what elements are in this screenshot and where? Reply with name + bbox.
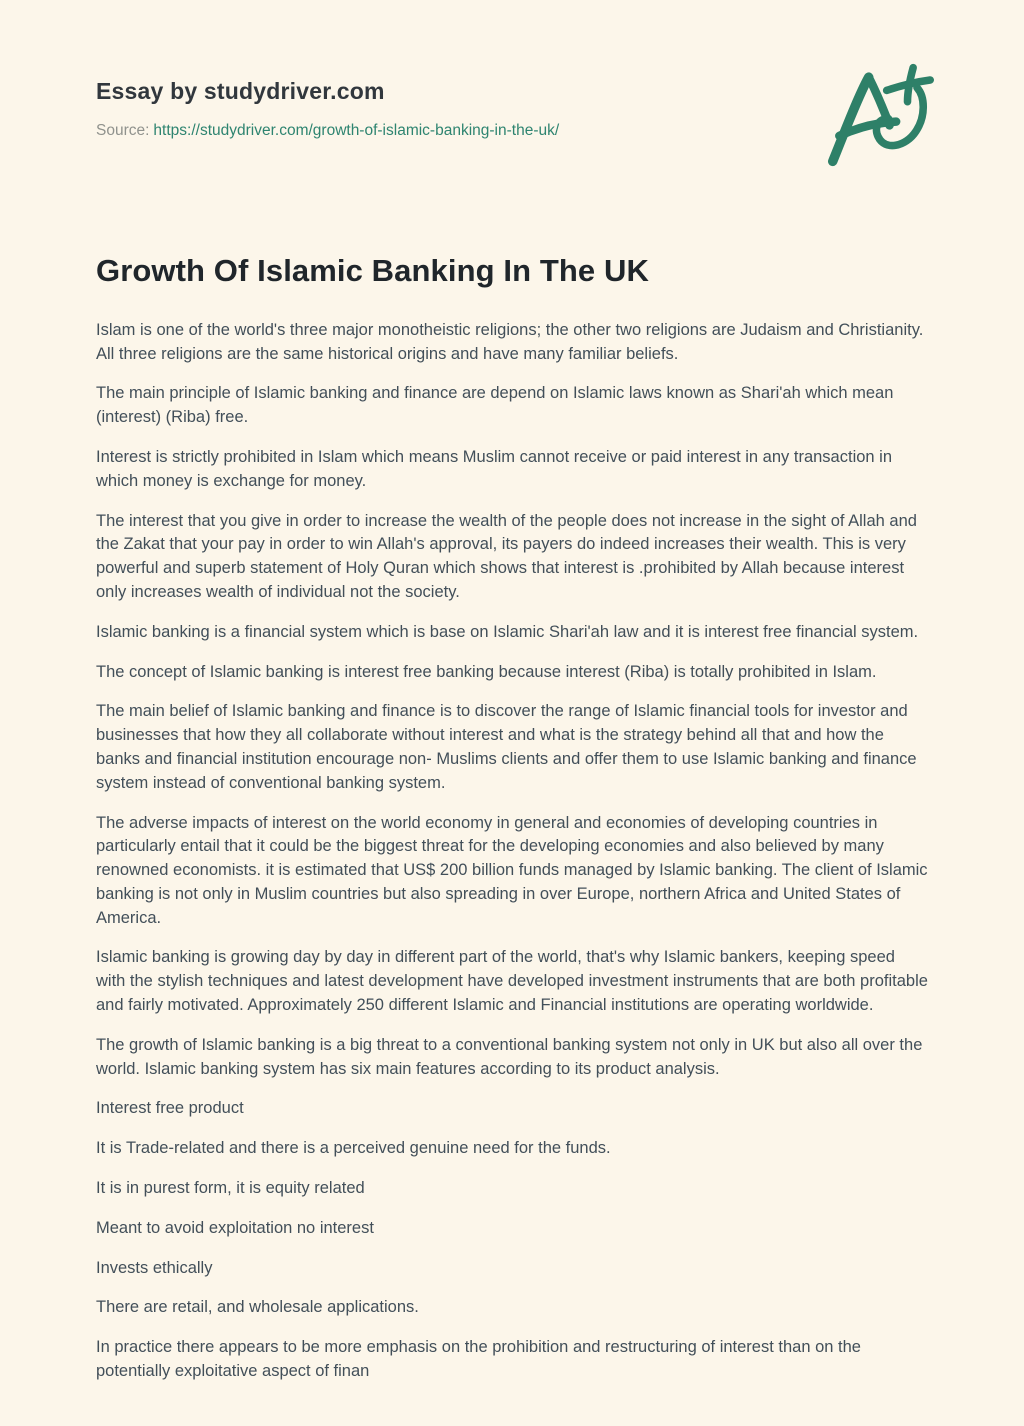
article-paragraph: Islamic banking is growing day by day in different part of the world, that's why Islamic bankers, keeping speed with the stylish techniques and latest development have developed investment instruments that are both profitable and fairly motivated. Approximately 250 different Islamic and Financial institutions are operating worldwide. xyxy=(96,948,928,1015)
article-paragraph: It is Trade-related and there is a perceived genuine need for the funds. xyxy=(96,1139,611,1158)
article-paragraph: The growth of Islamic banking is a big threat to a conventional banking system not only in UK but also all over the world. Islamic banking system has six main features according to its product analysis. xyxy=(96,1035,923,1078)
source-label: Source: xyxy=(96,122,150,139)
studydriver-logo xyxy=(824,62,938,168)
article-body xyxy=(0,319,1024,1384)
article-paragraph: Islamic banking is a financial system which is base on Islamic Shari'ah law and it is interest free financial system. xyxy=(96,622,919,641)
article-paragraph: Meant to avoid exploitation no interest xyxy=(96,1218,374,1237)
article-paragraph: The adverse impacts of interest on the world economy in general and economies of developing countries in particularly entail that it could be the biggest threat for the developing economies and also believed by many renowned economists. it is estimated that US$ 200 billion funds managed by Islamic banking. The client of Islamic banking is not only in Muslim countries but also spreading in over Europe, northern Africa and United States of America. xyxy=(96,813,928,927)
article-paragraph: In practice there appears to be more emphasis on the prohibition and restructuring of interest than on the potentially exploitative aspect of finan xyxy=(96,1338,861,1381)
article-paragraph: The interest that you give in order to increase the wealth of the people does not increase in the sight of Allah and the Zakat that your pay in order to win Allah's approval, its payers do indeed increases their wealth. This is very powerful and superb statement of Holy Quran which shows that interest is .prohibited by Allah because interest only increases wealth of individual not the society. xyxy=(96,511,917,601)
article-paragraph: It is in purest form, it is equity related xyxy=(96,1179,365,1198)
article-paragraph: Interest free product xyxy=(96,1099,244,1118)
source-link[interactable]: https://studydriver.com/growth-of-islamic-banking-in-the-uk/ xyxy=(153,122,560,139)
page-title: Growth Of Islamic Banking In The UK xyxy=(96,253,649,288)
article-paragraph: The main principle of Islamic banking and finance are depend on Islamic laws known as Shari'ah which mean (interest) (Riba) free. xyxy=(96,384,894,427)
document-header xyxy=(0,0,1024,140)
article-paragraph: Interest is strictly prohibited in Islam which means Muslim cannot receive or paid interest in any transaction in which money is exchange for money. xyxy=(96,447,893,490)
a-plus-logo-icon xyxy=(824,62,938,168)
article-paragraph: The main belief of Islamic banking and finance is to discover the range of Islamic financial tools for investor and businesses that how they all collaborate without interest and what is the strategy behind all that and how the banks and financial institution encourage non- Muslims clients and offer them to use Islamic banking and finance system instead of conventional banking system. xyxy=(96,702,917,792)
article-paragraph: Islam is one of the world's three major monotheistic religions; the other two religions are Judaism and Christianity. All three religions are the same historical origins and have many familiar beliefs. xyxy=(96,320,924,363)
article-paragraph: There are retail, and wholesale applications. xyxy=(96,1298,419,1317)
source-line xyxy=(96,122,928,140)
article-paragraph: The concept of Islamic banking is interest free banking because interest (Riba) is totally prohibited in Islam. xyxy=(96,662,877,681)
essay-byline: Essay by studydriver.com xyxy=(96,78,385,104)
article-paragraph: Invests ethically xyxy=(96,1258,213,1277)
